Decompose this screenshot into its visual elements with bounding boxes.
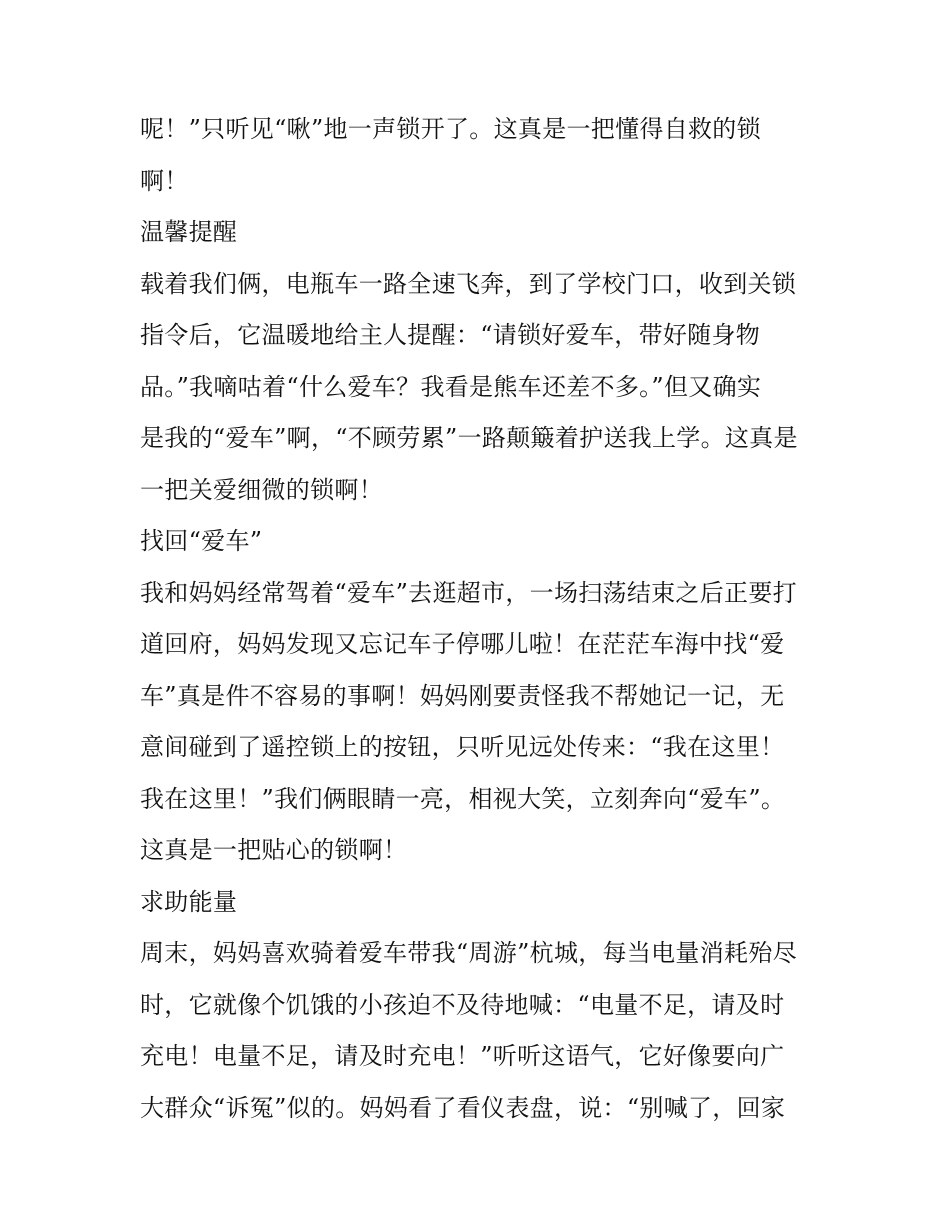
text-line: 品。”我嘀咕着“什么爱车？我看是熊车还差不多。”但又确实 (140, 372, 762, 401)
text-line: 呢！”只听见“啾”地一声锁开了。这真是一把懂得自救的锁 (140, 115, 761, 143)
text-line: 车”真是件不容易的事啊！妈妈刚要责怪我不帮她记一记，无 (140, 681, 785, 710)
section-heading: 找回“爱车” (140, 527, 263, 555)
text-line: 一把关爱细微的锁啊！ (140, 475, 383, 504)
text-line: 是我的“爱车”啊，“不顾劳累”一路颠簸着护送我上学。这真是 (140, 424, 798, 452)
text-line: 道回府，妈妈发现又忘记车子停哪儿啦！在茫茫车海中找“爱 (140, 630, 785, 658)
text-line: 我在这里！”我们俩眼睛一亮，相视大笑，立刻奔向“爱车”。 (140, 784, 786, 813)
text-line: 指令后，它温暖地给主人提醒：“请锁好爱车，带好随身物 (140, 321, 761, 349)
text-line: 周末，妈妈喜欢骑着爱车带我“周游”杭城，每当电量消耗殆尽 (140, 939, 797, 967)
text-line: 意间碰到了遥控锁上的按钮，只听见远处传来：“我在这里！ (140, 733, 785, 761)
text-line: 时，它就像个饥饿的小孩迫不及待地喊：“电量不足，请及时 (140, 990, 785, 1019)
section-heading: 求助能量 (140, 887, 238, 916)
document-body (140, 104, 820, 1134)
section-heading: 温馨提醒 (140, 218, 238, 246)
text-line: 啊！ (140, 166, 189, 195)
text-line: 大群众“诉冤”似的。妈妈看了看仪表盘，说：“别喊了，回家 (140, 1093, 786, 1122)
text-line: 载着我们俩，电瓶车一路全速飞奔，到了学校门口，收到关锁 (140, 269, 797, 298)
text-line: 充电！电量不足，请及时充电！”听听这语气，它好像要向广 (140, 1042, 785, 1070)
text-line: 我和妈妈经常驾着“爱车”去逛超市，一场扫荡结束之后正要打 (140, 578, 797, 607)
text-line: 这真是一把贴心的锁啊！ (140, 836, 408, 864)
